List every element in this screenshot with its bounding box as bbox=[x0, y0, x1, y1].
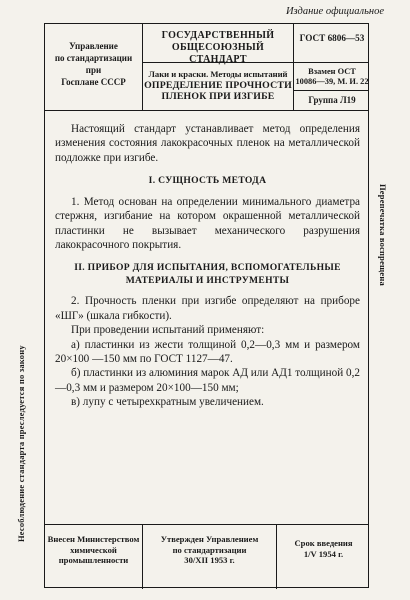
document-frame bbox=[44, 23, 369, 588]
standard-title-line-1: ОПРЕДЕЛЕНИЕ ПРОЧНОСТИ bbox=[144, 80, 292, 91]
methods-subtitle: Лаки и краски. Методы испытаний bbox=[148, 69, 288, 79]
header-divider bbox=[45, 110, 368, 111]
right-margin-note: Перепечатка воспрещена bbox=[378, 184, 388, 286]
paragraph-2: 2. Прочность пленки при изгибе определяют на приборе «ШГ» (шкала гибкости). bbox=[55, 295, 360, 322]
edition-label: Издание официальное bbox=[285, 6, 384, 17]
document-body bbox=[55, 122, 360, 410]
list-item-c: в) лупу с четырехкратным увеличением. bbox=[71, 396, 264, 409]
effective-date: Срок введения 1/V 1954 г. bbox=[294, 538, 353, 559]
approved-by: Утвержден Управлением по стандартизации 30/XII 1953 г. bbox=[160, 534, 259, 565]
list-item-a: а) пластинки из жести толщиной 0,2—0,3 мм и размером 20×100 —150 мм по ГОСТ 1127—47. bbox=[55, 338, 360, 365]
standard-type: ГОСУДАРСТВЕННЫЙ ОБЩЕСОЮЗНЫЙ СТАНДАРТ bbox=[161, 30, 275, 65]
standard-title-block bbox=[143, 63, 293, 110]
group-code: Группа Л19 bbox=[308, 95, 356, 105]
gost-number: ГОСТ 6806—53 bbox=[299, 33, 365, 43]
paragraph-3: При проведении испытаний применяют: bbox=[71, 324, 265, 337]
section-1-title: I. СУЩНОСТЬ МЕТОДА bbox=[148, 175, 267, 187]
submitted-by: Внесен Министерством химической промышленности bbox=[47, 534, 140, 565]
intro-paragraph: Настоящий стандарт устанавливает метод определения изменения состояния лакокрасочных пленок на металлической подложке при изгибе. bbox=[55, 123, 360, 164]
list-item-b: б) пластинки из алюминия марок АД или АД1 толщиной 0,2—0,3 мм и размером 20×100—150 мм; bbox=[55, 367, 360, 394]
left-margin-note: Несоблюдение стандарта преследуется по закону bbox=[16, 345, 26, 542]
issuing-authority: Управление по стандартизации при Госплане СССР bbox=[54, 41, 133, 87]
paragraph-1: 1. Метод основан на определении минимального диаметра стержня, изгибание на котором окрашенной металлической пластинки не вызывает механического разрушения лакокрасочного покрытия. bbox=[55, 195, 360, 251]
section-2-title-line-1: II. ПРИБОР ДЛЯ ИСПЫТАНИЯ, ВСПОМОГАТЕЛЬНЫЕ bbox=[74, 262, 341, 274]
section-2-title-line-2: МАТЕРИАЛЫ И ИНСТРУМЕНТЫ bbox=[125, 274, 290, 286]
standard-title-line-2: ПЛЕНОК ПРИ ИЗГИБЕ bbox=[161, 91, 275, 102]
replaces-note: Взамен ОСТ 10086—39, М. И. 22 bbox=[295, 67, 369, 86]
